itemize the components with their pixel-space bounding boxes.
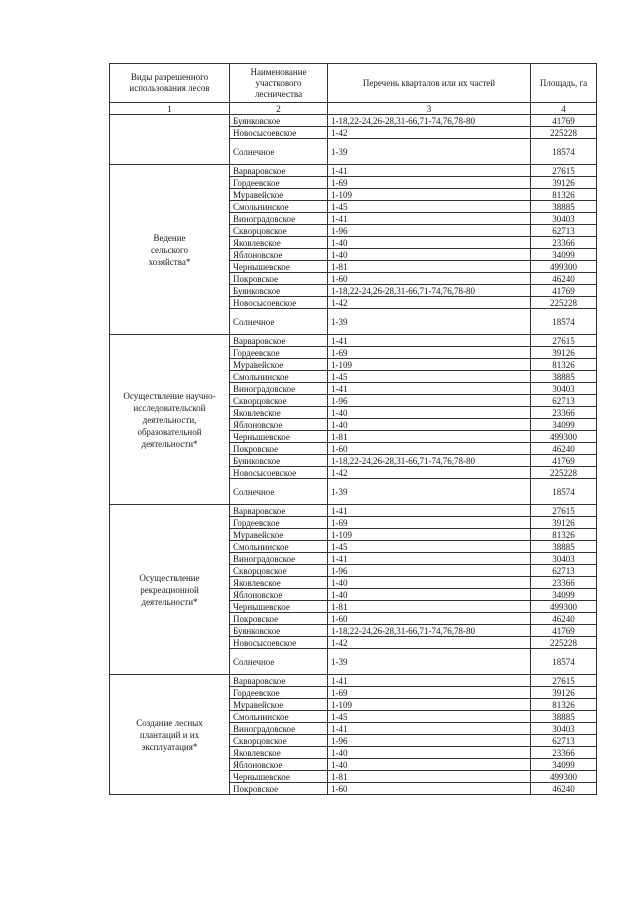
quarters-list: 1-96 bbox=[328, 395, 531, 407]
area-value: 27615 bbox=[531, 675, 597, 687]
area-value: 18574 bbox=[531, 139, 597, 165]
header-forestry-name: Наименование участкового лесничества bbox=[230, 64, 328, 103]
table-row bbox=[110, 675, 597, 687]
forestry-name: Покровское bbox=[230, 783, 328, 795]
forestry-name: Яблоновское bbox=[230, 419, 328, 431]
forestry-name: Новосысоевское bbox=[230, 637, 328, 649]
quarters-list: 1-42 bbox=[328, 637, 531, 649]
category-cell bbox=[110, 165, 230, 335]
area-value: 18574 bbox=[531, 649, 597, 675]
area-value: 62713 bbox=[531, 565, 597, 577]
forestry-name: Варваровское bbox=[230, 505, 328, 517]
quarters-list: 1-109 bbox=[328, 699, 531, 711]
quarters-list: 1-42 bbox=[328, 297, 531, 309]
quarters-list: 1-81 bbox=[328, 771, 531, 783]
forestry-name: Смольнинское bbox=[230, 201, 328, 213]
forestry-name: Гордеевское bbox=[230, 347, 328, 359]
quarters-list: 1-18,22-24,26-28,31-66,71-74,76,78-80 bbox=[328, 115, 531, 127]
quarters-list: 1-39 bbox=[328, 479, 531, 505]
forestry-name: Варваровское bbox=[230, 165, 328, 177]
forestry-name: Яблоновское bbox=[230, 249, 328, 261]
forestry-name: Смольнинское bbox=[230, 541, 328, 553]
quarters-list: 1-81 bbox=[328, 261, 531, 273]
quarters-list: 1-42 bbox=[328, 467, 531, 479]
area-value: 46240 bbox=[531, 613, 597, 625]
area-value: 38885 bbox=[531, 711, 597, 723]
header-area: Площадь, га bbox=[531, 64, 597, 103]
area-value: 38885 bbox=[531, 541, 597, 553]
forestry-name: Скворцовское bbox=[230, 565, 328, 577]
forestry-name: Яковлевское bbox=[230, 747, 328, 759]
quarters-list: 1-41 bbox=[328, 675, 531, 687]
quarters-list: 1-18,22-24,26-28,31-66,71-74,76,78-80 bbox=[328, 285, 531, 297]
forestry-name: Виноградовское bbox=[230, 553, 328, 565]
quarters-list: 1-109 bbox=[328, 529, 531, 541]
area-value: 62713 bbox=[531, 735, 597, 747]
area-value: 39126 bbox=[531, 517, 597, 529]
forestry-name: Скворцовское bbox=[230, 225, 328, 237]
forestry-name: Буянковское bbox=[230, 625, 328, 637]
forestry-name: Яковлевское bbox=[230, 237, 328, 249]
forestry-name: Новосысоевское bbox=[230, 297, 328, 309]
quarters-list: 1-41 bbox=[328, 723, 531, 735]
quarters-list: 1-41 bbox=[328, 165, 531, 177]
forestry-name: Муравейское bbox=[230, 359, 328, 371]
forestry-name: Муравейское bbox=[230, 529, 328, 541]
quarters-list: 1-60 bbox=[328, 443, 531, 455]
forestry-name: Гордеевское bbox=[230, 177, 328, 189]
category-label-line: деятельности, bbox=[142, 414, 197, 425]
area-value: 41769 bbox=[531, 455, 597, 467]
forestry-name: Новосысоевское bbox=[230, 467, 328, 479]
area-value: 81326 bbox=[531, 189, 597, 201]
quarters-list: 1-45 bbox=[328, 371, 531, 383]
area-value: 18574 bbox=[531, 479, 597, 505]
category-label-line: деятельности* bbox=[141, 596, 198, 607]
quarters-list: 1-60 bbox=[328, 273, 531, 285]
area-value: 499300 bbox=[531, 431, 597, 443]
category-label-line: рекреационной bbox=[140, 584, 199, 595]
forestry-name: Чернышевское bbox=[230, 601, 328, 613]
area-value: 41769 bbox=[531, 285, 597, 297]
forestry-name: Скворцовское bbox=[230, 735, 328, 747]
quarters-list: 1-40 bbox=[328, 759, 531, 771]
forestry-name: Смольнинское bbox=[230, 711, 328, 723]
area-value: 34099 bbox=[531, 589, 597, 601]
area-value: 225228 bbox=[531, 467, 597, 479]
forestry-name: Варваровское bbox=[230, 675, 328, 687]
area-value: 81326 bbox=[531, 359, 597, 371]
area-value: 30403 bbox=[531, 553, 597, 565]
category-label-line: сельского bbox=[150, 244, 189, 255]
table-row bbox=[110, 115, 597, 127]
quarters-list: 1-39 bbox=[328, 309, 531, 335]
forestry-name: Варваровское bbox=[230, 335, 328, 347]
column-number: 3 bbox=[328, 103, 531, 115]
forestry-name: Гордеевское bbox=[230, 517, 328, 529]
quarters-list: 1-40 bbox=[328, 577, 531, 589]
forestry-name: Солнечное bbox=[230, 309, 328, 335]
quarters-list: 1-109 bbox=[328, 189, 531, 201]
quarters-list: 1-18,22-24,26-28,31-66,71-74,76,78-80 bbox=[328, 625, 531, 637]
area-value: 81326 bbox=[531, 529, 597, 541]
area-value: 23366 bbox=[531, 747, 597, 759]
forestry-name: Яковлевское bbox=[230, 577, 328, 589]
column-number: 2 bbox=[230, 103, 328, 115]
forestry-name: Яблоновское bbox=[230, 759, 328, 771]
table-row bbox=[110, 335, 597, 347]
area-value: 225228 bbox=[531, 297, 597, 309]
forestry-name: Буянковское bbox=[230, 285, 328, 297]
area-value: 499300 bbox=[531, 601, 597, 613]
category-label-line: деятельности* bbox=[141, 438, 198, 449]
forestry-name: Муравейское bbox=[230, 699, 328, 711]
category-label-line: плантаций и их bbox=[139, 729, 200, 740]
forestry-name: Чернышевское bbox=[230, 431, 328, 443]
category-label-line: эксплуатация* bbox=[141, 741, 198, 752]
area-value: 225228 bbox=[531, 127, 597, 139]
forestry-name: Солнечное bbox=[230, 139, 328, 165]
forestry-name: Виноградовское bbox=[230, 723, 328, 735]
quarters-list: 1-60 bbox=[328, 783, 531, 795]
category-label-line: образовательной bbox=[137, 426, 202, 437]
column-number-row bbox=[110, 103, 597, 115]
area-value: 46240 bbox=[531, 443, 597, 455]
forest-use-table bbox=[109, 63, 597, 795]
quarters-list: 1-18,22-24,26-28,31-66,71-74,76,78-80 bbox=[328, 455, 531, 467]
forestry-name: Яблоновское bbox=[230, 589, 328, 601]
area-value: 39126 bbox=[531, 687, 597, 699]
forestry-name: Покровское bbox=[230, 613, 328, 625]
area-value: 23366 bbox=[531, 577, 597, 589]
forestry-name: Покровское bbox=[230, 273, 328, 285]
area-value: 18574 bbox=[531, 309, 597, 335]
area-value: 81326 bbox=[531, 699, 597, 711]
category-label-line: Осуществление научно- bbox=[123, 390, 216, 401]
quarters-list: 1-39 bbox=[328, 649, 531, 675]
area-value: 225228 bbox=[531, 637, 597, 649]
area-value: 62713 bbox=[531, 225, 597, 237]
quarters-list: 1-45 bbox=[328, 711, 531, 723]
category-label-line: Создание лесных bbox=[136, 717, 203, 728]
header-quarters: Перечень кварталов или их частей bbox=[328, 64, 531, 103]
header-use-type: Виды разрешенного использования лесов bbox=[110, 64, 230, 103]
area-value: 41769 bbox=[531, 115, 597, 127]
quarters-list: 1-41 bbox=[328, 505, 531, 517]
area-value: 34099 bbox=[531, 759, 597, 771]
quarters-list: 1-41 bbox=[328, 213, 531, 225]
forestry-name: Чернышевское bbox=[230, 771, 328, 783]
area-value: 23366 bbox=[531, 237, 597, 249]
quarters-list: 1-60 bbox=[328, 613, 531, 625]
quarters-list: 1-96 bbox=[328, 225, 531, 237]
forestry-name: Солнечное bbox=[230, 479, 328, 505]
quarters-list: 1-40 bbox=[328, 589, 531, 601]
area-value: 23366 bbox=[531, 407, 597, 419]
area-value: 38885 bbox=[531, 371, 597, 383]
quarters-list: 1-40 bbox=[328, 407, 531, 419]
forestry-name: Виноградовское bbox=[230, 383, 328, 395]
quarters-list: 1-45 bbox=[328, 541, 531, 553]
forestry-name: Виноградовское bbox=[230, 213, 328, 225]
category-label-line: Осуществление bbox=[139, 572, 200, 583]
quarters-list: 1-45 bbox=[328, 201, 531, 213]
category-cell-continued bbox=[110, 115, 230, 165]
area-value: 62713 bbox=[531, 395, 597, 407]
area-value: 30403 bbox=[531, 383, 597, 395]
area-value: 41769 bbox=[531, 625, 597, 637]
area-value: 27615 bbox=[531, 335, 597, 347]
area-value: 38885 bbox=[531, 201, 597, 213]
area-value: 27615 bbox=[531, 505, 597, 517]
quarters-list: 1-109 bbox=[328, 359, 531, 371]
area-value: 30403 bbox=[531, 723, 597, 735]
quarters-list: 1-40 bbox=[328, 419, 531, 431]
forestry-name: Буянковское bbox=[230, 455, 328, 467]
column-number: 1 bbox=[110, 103, 230, 115]
forestry-name: Муравейское bbox=[230, 189, 328, 201]
category-label-line: Ведение bbox=[153, 232, 186, 243]
quarters-list: 1-40 bbox=[328, 237, 531, 249]
category-cell bbox=[110, 335, 230, 505]
quarters-list: 1-39 bbox=[328, 139, 531, 165]
category-cell bbox=[110, 505, 230, 675]
quarters-list: 1-69 bbox=[328, 347, 531, 359]
category-label-line: хозяйства* bbox=[148, 256, 191, 267]
quarters-list: 1-69 bbox=[328, 517, 531, 529]
area-value: 499300 bbox=[531, 771, 597, 783]
forestry-name: Скворцовское bbox=[230, 395, 328, 407]
forestry-name: Чернышевское bbox=[230, 261, 328, 273]
forestry-name: Гордеевское bbox=[230, 687, 328, 699]
forestry-name: Буянковское bbox=[230, 115, 328, 127]
quarters-list: 1-69 bbox=[328, 687, 531, 699]
quarters-list: 1-40 bbox=[328, 747, 531, 759]
quarters-list: 1-81 bbox=[328, 431, 531, 443]
area-value: 39126 bbox=[531, 347, 597, 359]
quarters-list: 1-96 bbox=[328, 735, 531, 747]
quarters-list: 1-69 bbox=[328, 177, 531, 189]
forestry-name: Солнечное bbox=[230, 649, 328, 675]
area-value: 34099 bbox=[531, 419, 597, 431]
category-cell bbox=[110, 675, 230, 795]
area-value: 499300 bbox=[531, 261, 597, 273]
quarters-list: 1-41 bbox=[328, 383, 531, 395]
quarters-list: 1-40 bbox=[328, 249, 531, 261]
area-value: 39126 bbox=[531, 177, 597, 189]
quarters-list: 1-41 bbox=[328, 335, 531, 347]
quarters-list: 1-96 bbox=[328, 565, 531, 577]
forestry-name: Новосысоевское bbox=[230, 127, 328, 139]
header-row bbox=[110, 64, 597, 103]
quarters-list: 1-42 bbox=[328, 127, 531, 139]
column-number: 4 bbox=[531, 103, 597, 115]
area-value: 30403 bbox=[531, 213, 597, 225]
area-value: 27615 bbox=[531, 165, 597, 177]
area-value: 46240 bbox=[531, 273, 597, 285]
quarters-list: 1-81 bbox=[328, 601, 531, 613]
table-row bbox=[110, 505, 597, 517]
category-label-line: исследовательской bbox=[133, 402, 206, 413]
quarters-list: 1-41 bbox=[328, 553, 531, 565]
table-row bbox=[110, 165, 597, 177]
area-value: 46240 bbox=[531, 783, 597, 795]
forestry-name: Покровское bbox=[230, 443, 328, 455]
forestry-name: Смольнинское bbox=[230, 371, 328, 383]
area-value: 34099 bbox=[531, 249, 597, 261]
forestry-name: Яковлевское bbox=[230, 407, 328, 419]
